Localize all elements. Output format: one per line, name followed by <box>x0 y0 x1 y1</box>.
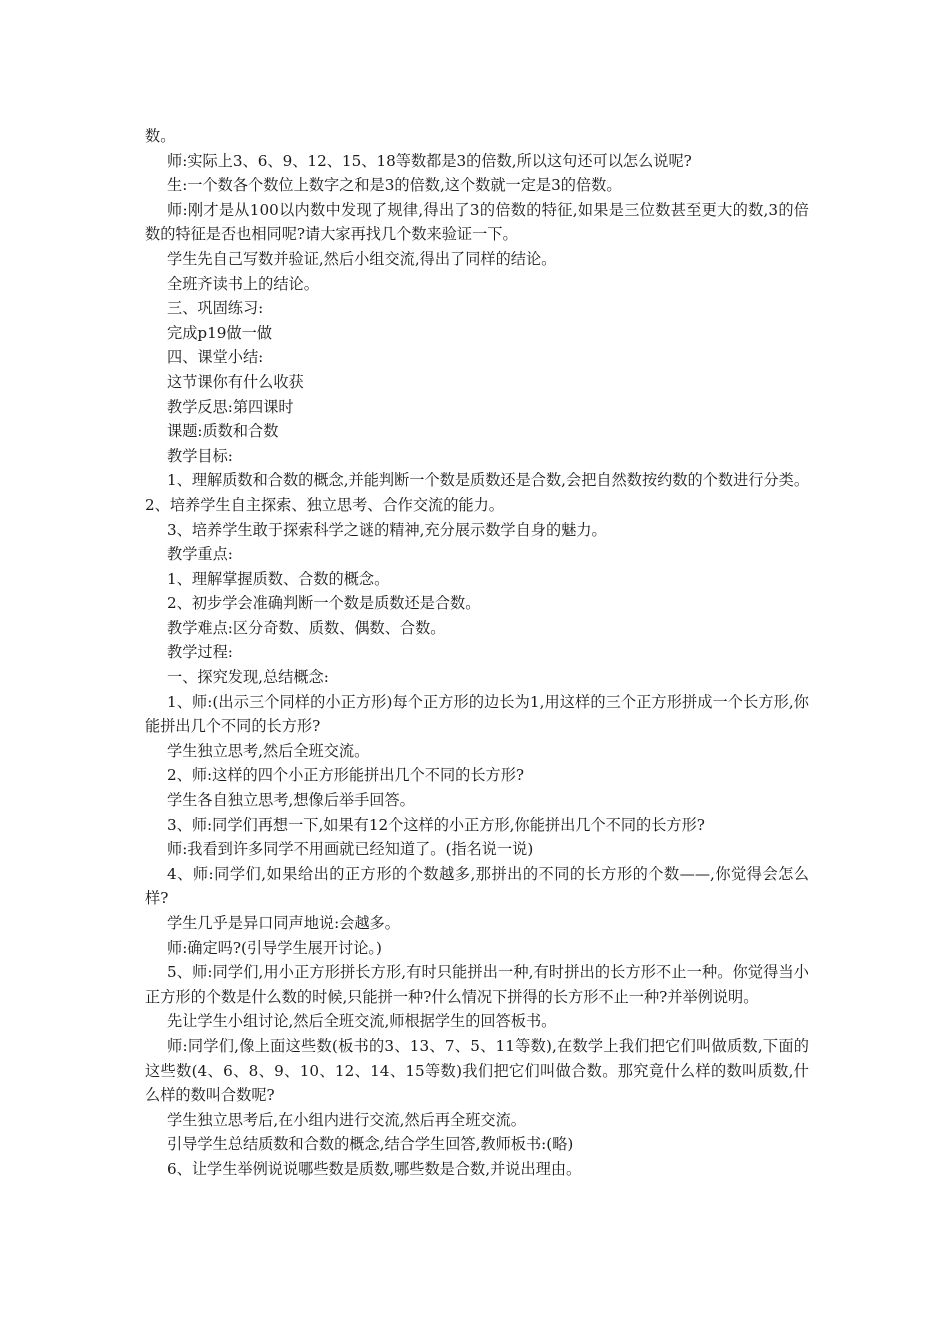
lesson-topic: 课题:质数和合数 <box>167 422 279 441</box>
paragraph-21: 1、师:(出示三个同样的小正方形)每个正方形的边长为1,用这样的三个正方形拼成一个长方形,你能拼出几个不同的长方形? <box>145 692 809 736</box>
paragraph-18: 教学难点:区分奇数、质数、偶数、合数。 <box>167 618 446 637</box>
paragraph-3: 师:刚才是从100以内数中发现了规律,得出了3的倍数的特征,如果是三位数甚至更大的数,3的倍数的特征是否也相同呢?请大家再找几个数来验证一下。 <box>145 200 809 244</box>
heading-key-points: 教学重点: <box>167 545 233 564</box>
paragraph-1: 师:实际上3、6、9、12、15、18等数都是3的倍数,所以这句还可以怎么说呢? <box>167 151 692 170</box>
section-heading-explore: 一、探究发现,总结概念: <box>167 668 329 687</box>
paragraph-33: 学生独立思考后,在小组内进行交流,然后再全班交流。 <box>167 1110 526 1129</box>
paragraph-4: 学生先自己写数并验证,然后小组交流,得出了同样的结论。 <box>167 249 557 268</box>
heading-objectives: 教学目标: <box>167 446 233 465</box>
heading-process: 教学过程: <box>167 643 233 662</box>
paragraph-13: 1、理解质数和合数的概念,并能判断一个数是质数还是合数,会把自然数按约数的个数进行分类。2、培养学生自主探索、独立思考、合作交流的能力。 <box>145 471 810 514</box>
paragraph-17: 2、初步学会准确判断一个数是质数还是合数。 <box>167 594 481 613</box>
paragraph-30: 5、师:同学们,用小正方形拼长方形,有时只能拼出一种,有时拼出的长方形不止一种。你觉得当小正方形的个数是什么数的时候,只能拼一种?什么情况下拼得的长方形不止一种?并举例说明。 <box>145 963 809 1006</box>
paragraph-7: 完成p19做一做 <box>167 323 272 342</box>
paragraph-2: 生:一个数各个数位上数字之和是3的倍数,这个数就一定是3的倍数。 <box>167 176 622 195</box>
paragraph-9: 这节课你有什么收获 <box>167 372 304 391</box>
paragraph-27: 4、师:同学们,如果给出的正方形的个数越多,那拼出的不同的长方形的个数——,你觉得会怎么样? <box>145 864 809 908</box>
paragraph-25: 3、师:同学们再想一下,如果有12个这样的小正方形,你能拼出几个不同的长方形? <box>167 815 705 834</box>
section-heading-summary: 四、课堂小结: <box>167 348 264 367</box>
paragraph-32: 师:同学们,像上面这些数(板书的3、13、7、5、11等数),在数学上我们把它们叫做质数,下面的这些数(4、6、8、9、10、12、14、15等数)我们把它们叫做合数。那究竟什么样的数叫质数,什么样的数叫合数呢? <box>145 1036 809 1105</box>
paragraph-0: 数。 <box>145 127 176 145</box>
paragraph-14: 3、培养学生敢于探索科学之谜的精神,充分展示数学自身的魅力。 <box>167 520 607 539</box>
section-heading-practice: 三、巩固练习: <box>167 299 264 318</box>
paragraph-5: 全班齐读书上的结论。 <box>167 274 319 293</box>
paragraph-35: 6、让学生举例说说哪些数是质数,哪些数是合数,并说出理由。 <box>167 1159 582 1178</box>
paragraph-26: 师:我看到许多同学不用画就已经知道了。(指名说一说) <box>167 840 534 859</box>
paragraph-10: 教学反思:第四课时 <box>167 397 294 416</box>
paragraph-31: 先让学生小组讨论,然后全班交流,师根据学生的回答板书。 <box>167 1012 557 1031</box>
document-page <box>145 124 809 1182</box>
paragraph-23: 2、师:这样的四个小正方形能拼出几个不同的长方形? <box>167 766 525 785</box>
paragraph-34: 引导学生总结质数和合数的概念,结合学生回答,教师板书:(略) <box>167 1135 574 1154</box>
paragraph-24: 学生各自独立思考,想像后举手回答。 <box>167 791 415 810</box>
paragraph-28: 学生几乎是异口同声地说:会越多。 <box>167 914 400 932</box>
paragraph-29: 师:确定吗?(引导学生展开讨论。) <box>167 938 382 957</box>
paragraph-16: 1、理解掌握质数、合数的概念。 <box>167 569 390 588</box>
paragraph-22: 学生独立思考,然后全班交流。 <box>167 741 370 760</box>
